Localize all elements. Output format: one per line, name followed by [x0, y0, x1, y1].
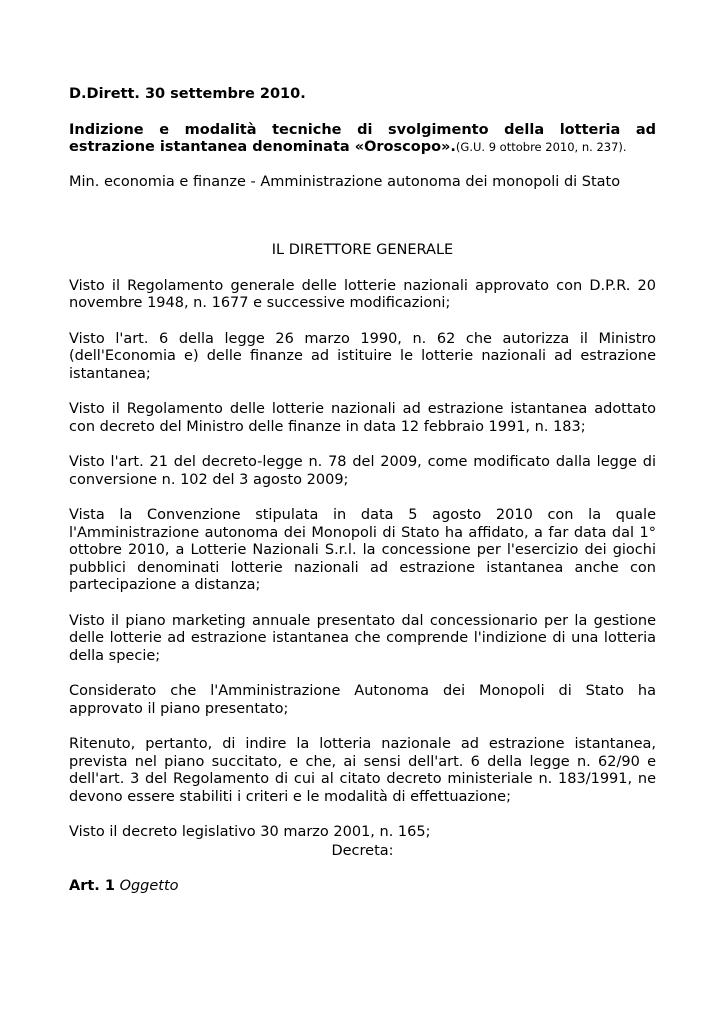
recital-paragraph: Visto l'art. 6 della legge 26 marzo 1990, n. 62 che autorizza il Ministro (dell'Economia e) delle finanze ad istituire le lotterie nazionali ad estrazione istantanea;	[69, 330, 656, 382]
decree-title-text: Indizione e modalità tecniche di svolgimento della lotteria ad estrazione istantanea denominata «Oroscopo».	[69, 121, 656, 155]
article-heading	[69, 878, 656, 896]
section-heading: IL DIRETTORE GENERALE	[271, 242, 454, 258]
recital-paragraph: Visto il Regolamento delle lotterie nazionali ad estrazione istantanea adottato con decreto del Ministro delle finanze in data 12 febbraio 1991, n. 183;	[69, 401, 656, 435]
article-number: Art. 1	[69, 878, 115, 894]
decreta-heading: Decreta:	[331, 842, 394, 859]
recital-paragraph: Visto l'art. 21 del decreto-legge n. 78 del 2009, come modificato dalla legge di conversione n. 102 del 3 agosto 2009;	[69, 454, 656, 488]
recital-paragraph: Ritenuto, pertanto, di indire la lotteria nazionale ad estrazione istantanea, prevista nel piano succitato, e che, ai sensi dell'art. 6 della legge n. 62/90 e dell'art. 3 del Regolamento di cui al citato decreto ministeriale n. 183/1991, ne devono essere stabiliti i criteri e le modalità di effettuazione;	[69, 736, 656, 805]
recital-paragraph: Visto il Regolamento generale delle lotterie nazionali approvato con D.P.R. 20 novembre 1948, n. 1677 e successive modificazioni;	[69, 277, 656, 311]
decree-title	[69, 122, 656, 157]
document-page	[69, 86, 656, 914]
decree-header: D.Dirett. 30 settembre 2010.	[69, 86, 306, 102]
gazette-reference: (G.U. 9 ottobre 2010, n. 237).	[455, 140, 627, 154]
article-title: Oggetto	[119, 878, 179, 894]
recital-paragraph: Visto il piano marketing annuale presentato dal concessionario per la gestione delle lotterie ad estrazione istantanea che comprende l'indizione di una lotteria della specie;	[69, 612, 656, 664]
issuing-authority: Min. economia e finanze - Amministrazione autonoma dei monopoli di Stato	[69, 173, 621, 190]
recital-paragraph: Vista la Convenzione stipulata in data 5 agosto 2010 con la quale l'Amministrazione autonoma dei Monopoli di Stato ha affidato, a far data dal 1° ottobre 2010, a Lotterie Nazionali S.r.l. la concessione per l'esercizio dei giochi pubblici denominati lotterie nazionali ad estrazione istantanea anche con partecipazione a distanza;	[69, 507, 656, 593]
recital-paragraph: Considerato che l'Amministrazione Autonoma dei Monopoli di Stato ha approvato il piano presentato;	[69, 683, 656, 717]
recital-paragraph: Visto il decreto legislativo 30 marzo 2001, n. 165;	[69, 824, 431, 840]
